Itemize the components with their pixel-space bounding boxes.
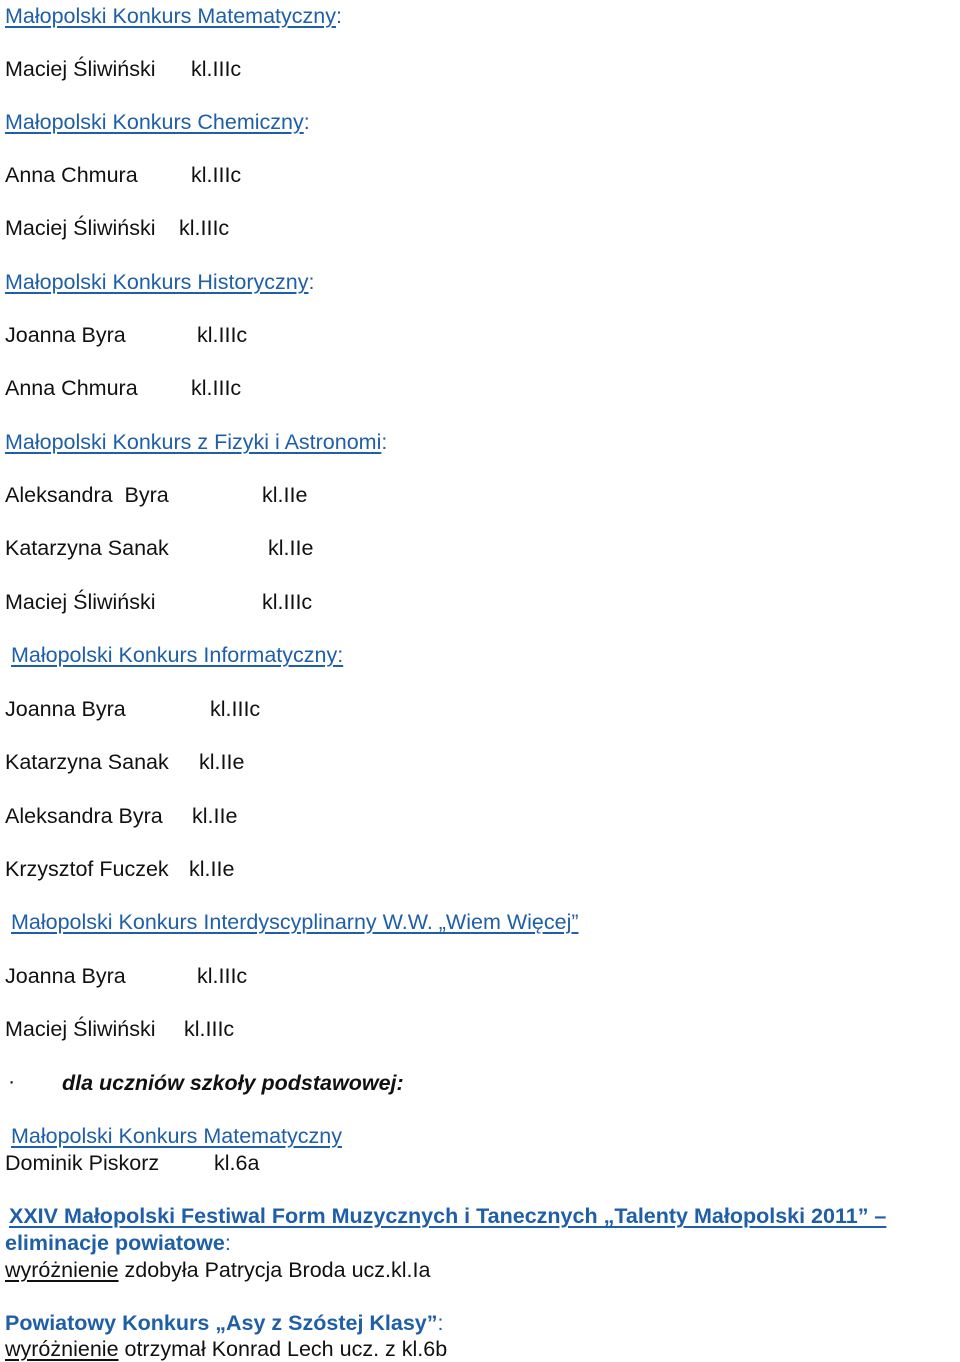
class-label: kl.IIe	[199, 750, 245, 774]
list-item	[5, 536, 314, 560]
student-name: Katarzyna Sanak	[5, 536, 169, 560]
class-label: kl.IIIc	[262, 590, 313, 614]
section-heading-chem: Małopolski Konkurs Chemiczny:	[5, 110, 310, 134]
class-label: kl.IIIc	[179, 216, 230, 240]
student-name: Anna Chmura	[5, 163, 138, 187]
class-label: kl.IIIc	[191, 376, 242, 400]
student-name: Krzysztof Fuczek	[5, 857, 169, 881]
section-title: Małopolski Konkurs Matematyczny	[5, 4, 336, 28]
student-name: Joanna Byra	[5, 323, 126, 347]
section-title: Małopolski Konkurs Historyczny	[5, 270, 309, 294]
award-text: zdobyła Patrycja Broda ucz.kl.Ia	[118, 1258, 431, 1282]
list-item	[5, 1151, 260, 1175]
student-name: Katarzyna Sanak	[5, 750, 169, 774]
student-name: Joanna Byra	[5, 697, 126, 721]
section-title: Małopolski Konkurs Matematyczny	[11, 1124, 342, 1148]
list-item	[5, 750, 245, 774]
award-word: wyróżnienie	[5, 1258, 119, 1282]
section-title: Małopolski Konkurs Chemiczny	[5, 110, 304, 134]
student-name: Aleksandra Byra	[5, 483, 169, 507]
student-name: Aleksandra Byra	[5, 804, 163, 828]
class-label: kl.IIIc	[197, 964, 248, 988]
list-item	[5, 216, 230, 240]
list-item	[5, 163, 242, 187]
section-heading-phys: Małopolski Konkurs z Fizyki i Astronomi:	[5, 430, 388, 454]
class-label: kl.IIe	[268, 536, 314, 560]
list-item	[5, 964, 248, 988]
list-item	[5, 483, 308, 507]
list-item	[5, 376, 242, 400]
class-label: kl.IIIc	[184, 1017, 235, 1041]
award-word: wyróżnienie	[5, 1337, 119, 1361]
class-label: kl.IIe	[189, 857, 235, 881]
primary-math-heading	[11, 1126, 342, 1148]
section-heading-hist: Małopolski Konkurs Historyczny:	[5, 270, 315, 294]
class-label: kl.6a	[214, 1151, 260, 1175]
list-item	[5, 804, 238, 828]
section-heading-inter	[11, 912, 579, 934]
class-label: kl.IIe	[192, 804, 238, 828]
class-label: kl.IIIc	[197, 323, 248, 347]
section-title: Małopolski Konkurs Informatyczny:	[11, 643, 344, 667]
section-heading-math: Małopolski Konkurs Matematyczny:	[5, 4, 342, 28]
primary-heading-text: dla uczniów szkoły podstawowej:	[62, 1071, 404, 1095]
list-item	[5, 857, 235, 881]
class-label: kl.IIIc	[191, 57, 242, 81]
bullet: ·	[8, 1069, 16, 1093]
student-name: Maciej Śliwiński	[5, 216, 156, 240]
class-label: kl.IIIc	[191, 163, 242, 187]
student-name: Maciej Śliwiński	[5, 1017, 156, 1041]
festival-award	[5, 1260, 430, 1282]
class-label: kl.IIIc	[210, 697, 261, 721]
class-label: kl.IIe	[262, 483, 308, 507]
student-name: Anna Chmura	[5, 376, 138, 400]
student-name: Maciej Śliwiński	[5, 57, 156, 81]
section-title: Małopolski Konkurs z Fizyki i Astronomi	[5, 430, 382, 454]
section-heading-inf	[11, 645, 343, 667]
festival-title: XXIV Małopolski Festiwal Form Muzycznych i Tanecznych „Talenty Małopolski 2011” –	[9, 1204, 887, 1228]
award-text: otrzymał Konrad Lech ucz. z kl.6b	[118, 1337, 448, 1361]
section-title: Małopolski Konkurs Interdyscyplinarny W.W. „Wiem Więcej”	[11, 910, 579, 934]
asy-title: Powiatowy Konkurs „Asy z Szóstej Klasy”:	[5, 1311, 444, 1335]
festival-subtitle: eliminacje powiatowe:	[5, 1231, 231, 1255]
student-name: Dominik Piskorz	[5, 1151, 160, 1175]
list-item	[5, 57, 242, 81]
list-item	[5, 697, 261, 721]
student-name: Maciej Śliwiński	[5, 590, 156, 614]
student-name: Joanna Byra	[5, 964, 126, 988]
list-item	[5, 1017, 235, 1041]
list-item	[5, 323, 248, 347]
list-item	[5, 590, 313, 614]
asy-award	[5, 1339, 447, 1361]
